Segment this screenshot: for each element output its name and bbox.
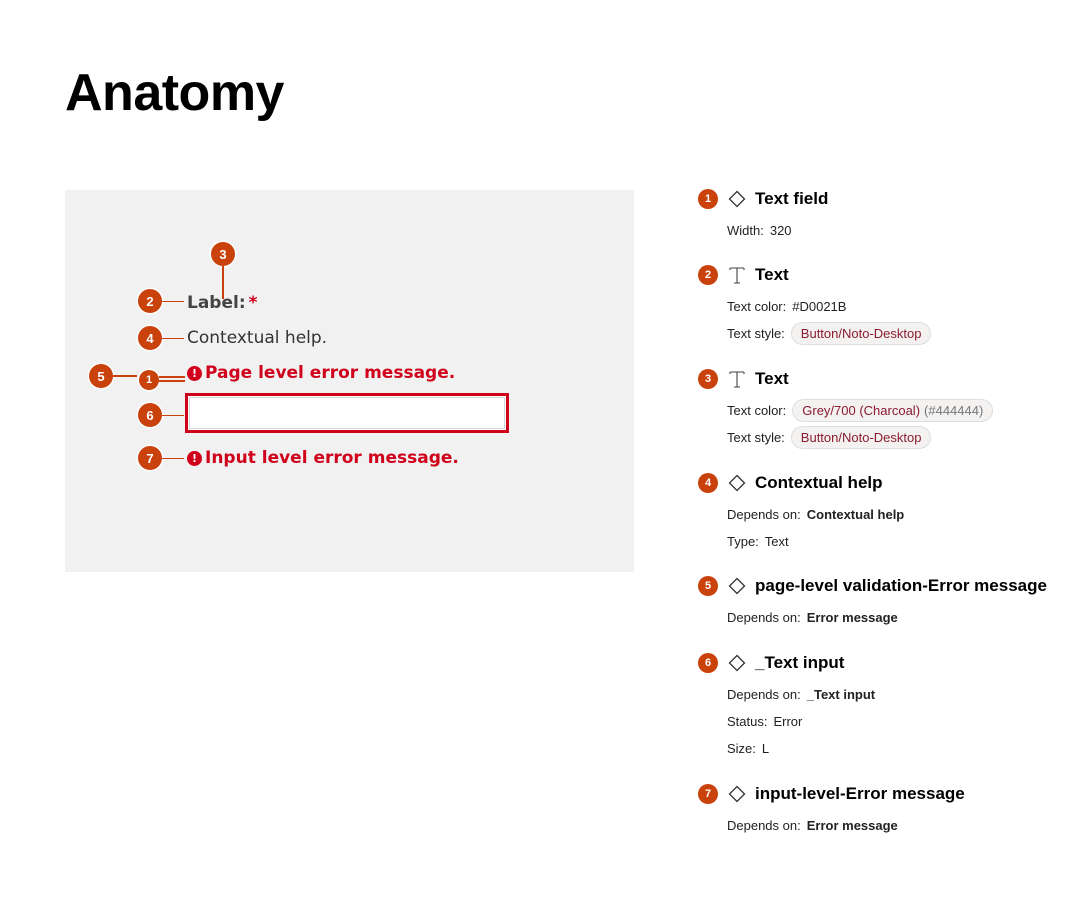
prop-value: 320 (769, 222, 792, 238)
text-icon (727, 265, 747, 285)
spec-title: page-level validation-Error message (755, 576, 1047, 595)
prop-key: Depends on: (727, 609, 801, 625)
spec-title: Text (755, 369, 789, 388)
component-diamond-icon (727, 576, 747, 596)
color-pill (792, 399, 993, 422)
color-pill-hex: (#444444) (924, 402, 984, 418)
spec-marker: 7 (698, 784, 718, 804)
annotation-line-4 (162, 338, 184, 340)
annotation-marker-1: 1 (139, 370, 159, 390)
prop-value: L (761, 740, 770, 756)
prop-key: Size: (727, 740, 756, 756)
spec-item-page-error (698, 575, 1068, 629)
example-canvas (65, 190, 634, 572)
prop-key: Depends on: (727, 817, 801, 833)
spec-title: Text (755, 265, 789, 284)
prop-key: Text color: (727, 402, 787, 418)
example-contextual-help: Contextual help. (187, 328, 328, 348)
prop-key: Width: (727, 222, 764, 238)
style-pill: Button/Noto-Desktop (791, 426, 932, 449)
text-icon (727, 369, 747, 389)
spec-item-contextual-help (698, 472, 1068, 553)
spec-title: input-level-Error message (755, 784, 965, 803)
annotation-marker-5: 5 (89, 364, 113, 388)
spec-title: Contextual help (755, 473, 883, 492)
component-diamond-icon (727, 784, 747, 804)
annotation-marker-4: 4 (138, 326, 162, 350)
example-label (187, 293, 258, 313)
annotation-line-1 (159, 376, 185, 378)
annotation-line-1b (159, 380, 185, 382)
example-label-text: Label: (187, 293, 246, 313)
spec-item-text-field (698, 188, 1068, 242)
prop-value: Error (773, 713, 803, 729)
spec-marker: 2 (698, 265, 718, 285)
spec-item-text-1 (698, 264, 1068, 345)
required-asterisk: * (248, 293, 258, 313)
spec-marker: 3 (698, 369, 718, 389)
spec-item-text-2 (698, 368, 1068, 449)
annotation-marker-6: 6 (138, 403, 162, 427)
annotation-marker-3: 3 (211, 242, 235, 266)
spec-title: Text field (755, 189, 829, 208)
annotation-line-6 (162, 415, 184, 417)
spec-marker: 1 (698, 189, 718, 209)
prop-key: Type: (727, 533, 759, 549)
prop-value: Text (764, 533, 789, 549)
example-text-input[interactable] (185, 393, 509, 433)
prop-key: Text style: (727, 325, 785, 341)
spec-marker: 4 (698, 473, 718, 493)
prop-key: Depends on: (727, 506, 801, 522)
prop-key: Text style: (727, 429, 785, 445)
style-pill: Button/Noto-Desktop (791, 322, 932, 345)
example-input-error: Input level error message. (205, 448, 459, 468)
prop-key: Depends on: (727, 686, 801, 702)
spec-marker: 5 (698, 576, 718, 596)
color-pill-name: Grey/700 (Charcoal) (802, 402, 921, 418)
spec-marker: 6 (698, 653, 718, 673)
prop-key: Text color: (727, 298, 787, 314)
prop-value: Error message (806, 817, 898, 833)
spec-item-text-input (698, 652, 1068, 760)
spec-title: _Text input (755, 653, 845, 672)
example-page-error: Page level error message. (205, 363, 456, 383)
annotation-line-7 (162, 458, 184, 460)
annotation-marker-7: 7 (138, 446, 162, 470)
page-error-icon: ! (187, 366, 202, 381)
prop-value: Contextual help (806, 506, 905, 522)
page-title: Anatomy (65, 64, 284, 122)
prop-key: Status: (727, 713, 768, 729)
annotation-marker-2: 2 (138, 289, 162, 313)
prop-value: _Text input (806, 686, 876, 702)
prop-value: #D0021B (792, 298, 847, 314)
component-diamond-icon (727, 473, 747, 493)
spec-item-input-error (698, 783, 1068, 837)
prop-value: Error message (806, 609, 898, 625)
component-diamond-icon (727, 653, 747, 673)
component-diamond-icon (727, 189, 747, 209)
annotation-line-2 (162, 301, 184, 303)
annotation-line-5 (113, 375, 137, 377)
input-error-icon: ! (187, 451, 202, 466)
